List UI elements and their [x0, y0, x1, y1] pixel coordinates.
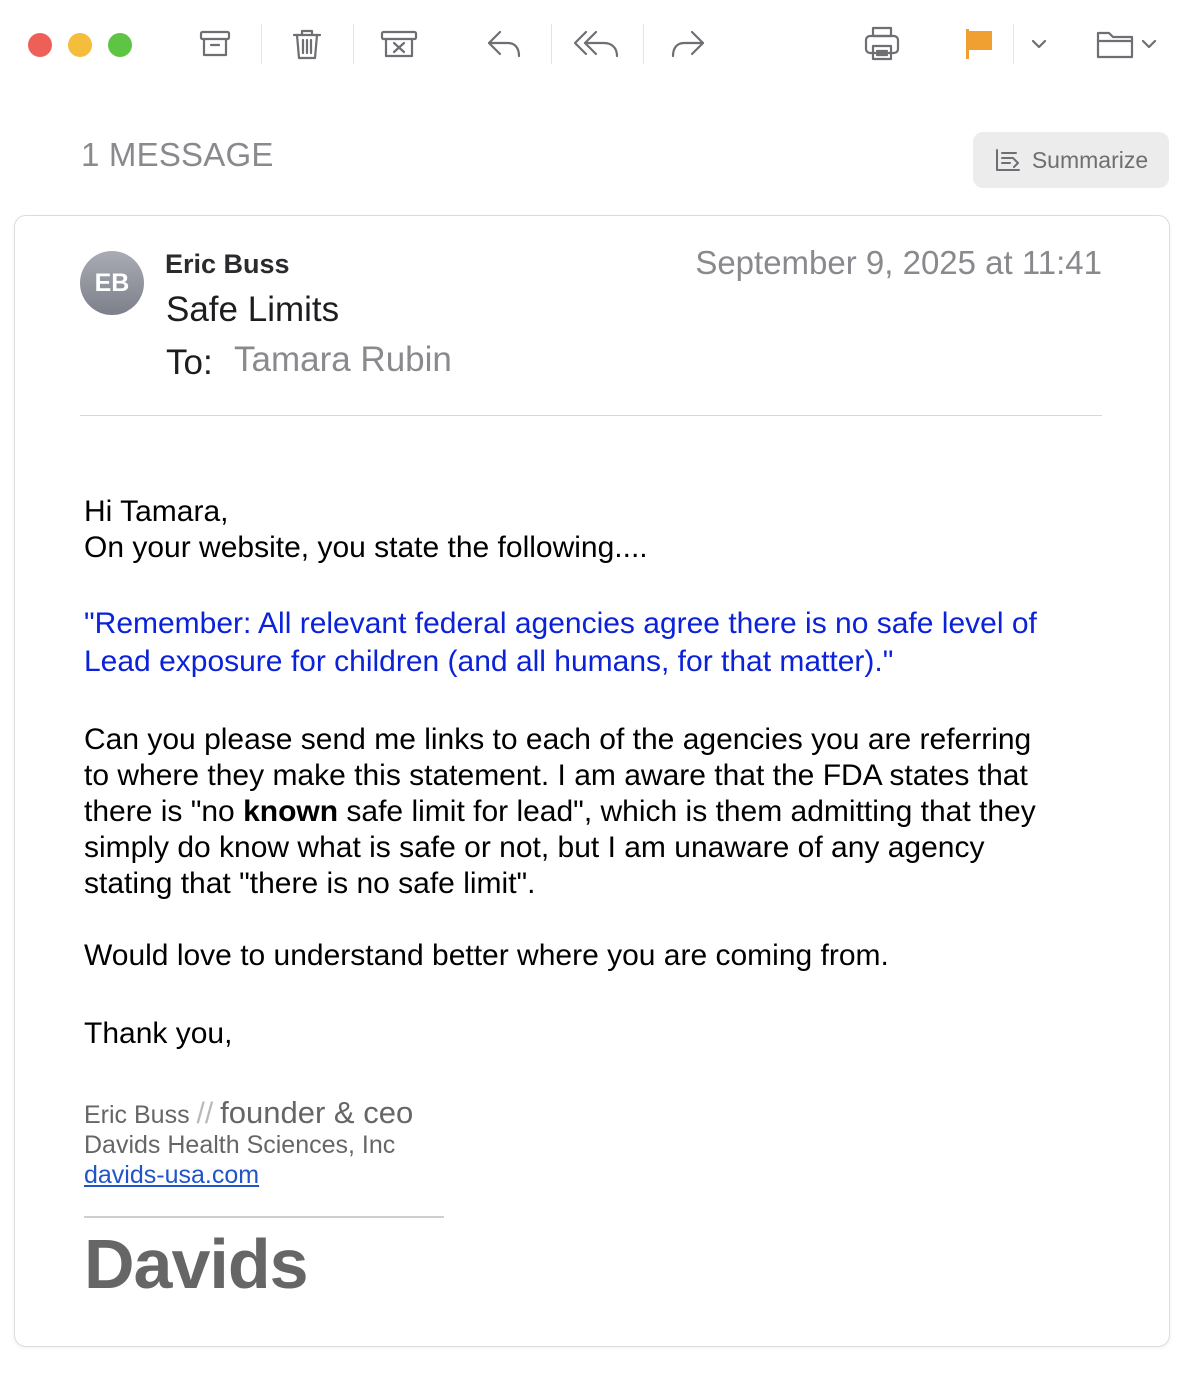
message-count: 1 MESSAGE: [81, 136, 274, 173]
thanks-line: Thank you,: [84, 1017, 233, 1050]
signature-name: Eric Buss: [84, 1101, 190, 1129]
folder-icon: [1094, 27, 1136, 61]
summarize-icon: [994, 147, 1022, 173]
company-logo: Davids: [84, 1225, 308, 1303]
summarize-label: Summarize: [1031, 146, 1149, 173]
signature-website-link[interactable]: davids-usa.com: [84, 1161, 260, 1189]
avatar: EB: [80, 251, 144, 315]
signature-separator: //: [196, 1097, 214, 1130]
reply-icon: [484, 26, 524, 62]
emphasis-known: known: [243, 795, 339, 828]
signature-divider: [84, 1216, 444, 1218]
message-subject: Safe Limits: [166, 290, 340, 329]
quote-line-2: Lead exposure for children (and all humans, for that matter).": [84, 645, 894, 678]
junk-button[interactable]: [374, 22, 424, 66]
close-window-button[interactable]: [28, 33, 52, 57]
paragraph-line-5: stating that "there is no safe limit".: [84, 867, 536, 900]
signature-company: Davids Health Sciences, Inc: [84, 1131, 396, 1159]
flag-dropdown-button[interactable]: [1026, 22, 1052, 66]
sender-name[interactable]: Eric Buss: [165, 249, 290, 279]
print-icon: [862, 25, 902, 63]
flag-icon: [960, 26, 996, 62]
quote-line-1: "Remember: All relevant federal agencies agree there is no safe level of: [84, 607, 1037, 640]
archive-button[interactable]: [192, 22, 238, 66]
reply-all-icon: [572, 26, 622, 62]
minimize-window-button[interactable]: [68, 33, 92, 57]
to-label: To:: [166, 343, 213, 382]
summarize-button[interactable]: [973, 132, 1169, 188]
trash-button[interactable]: [284, 22, 330, 66]
flag-button[interactable]: [956, 22, 1000, 66]
message-date: September 9, 2025 at 11:41: [695, 244, 1102, 281]
paragraph-line-1: Can you please send me links to each of the agencies you are referring: [84, 723, 1032, 756]
intro-line: On your website, you state the following....: [84, 531, 648, 564]
forward-icon: [668, 26, 708, 62]
archive-icon: [197, 26, 233, 62]
paragraph-line-3-post: safe limit for lead", which is them admitting that they: [338, 795, 1036, 828]
greeting: Hi Tamara,: [84, 495, 229, 528]
chevron-down-icon: [1030, 37, 1048, 51]
recipient-name[interactable]: Tamara Rubin: [234, 340, 452, 379]
print-button[interactable]: [858, 22, 906, 66]
paragraph-line-3-pre: there is "no: [84, 795, 244, 828]
paragraph-line-3: [84, 794, 1114, 830]
paragraph-line-2: to where they make this statement. I am aware that the FDA states that: [84, 759, 1028, 792]
move-folder-button[interactable]: [1090, 22, 1162, 66]
chevron-down-icon: [1140, 37, 1158, 51]
paragraph-line-4: simply do know what is safe or not, but I am unaware of any agency: [84, 831, 985, 864]
forward-button[interactable]: [664, 22, 712, 66]
signature-name-line: [84, 1095, 413, 1131]
junk-icon: [379, 26, 419, 62]
trash-icon: [289, 26, 325, 62]
reply-button[interactable]: [480, 22, 528, 66]
header-divider: [80, 415, 1102, 416]
reply-all-button[interactable]: [570, 22, 624, 66]
signature-title: founder & ceo: [220, 1095, 414, 1130]
toolbar: [0, 0, 1190, 90]
closing-line: Would love to understand better where you are coming from.: [84, 939, 889, 972]
zoom-window-button[interactable]: [108, 33, 132, 57]
